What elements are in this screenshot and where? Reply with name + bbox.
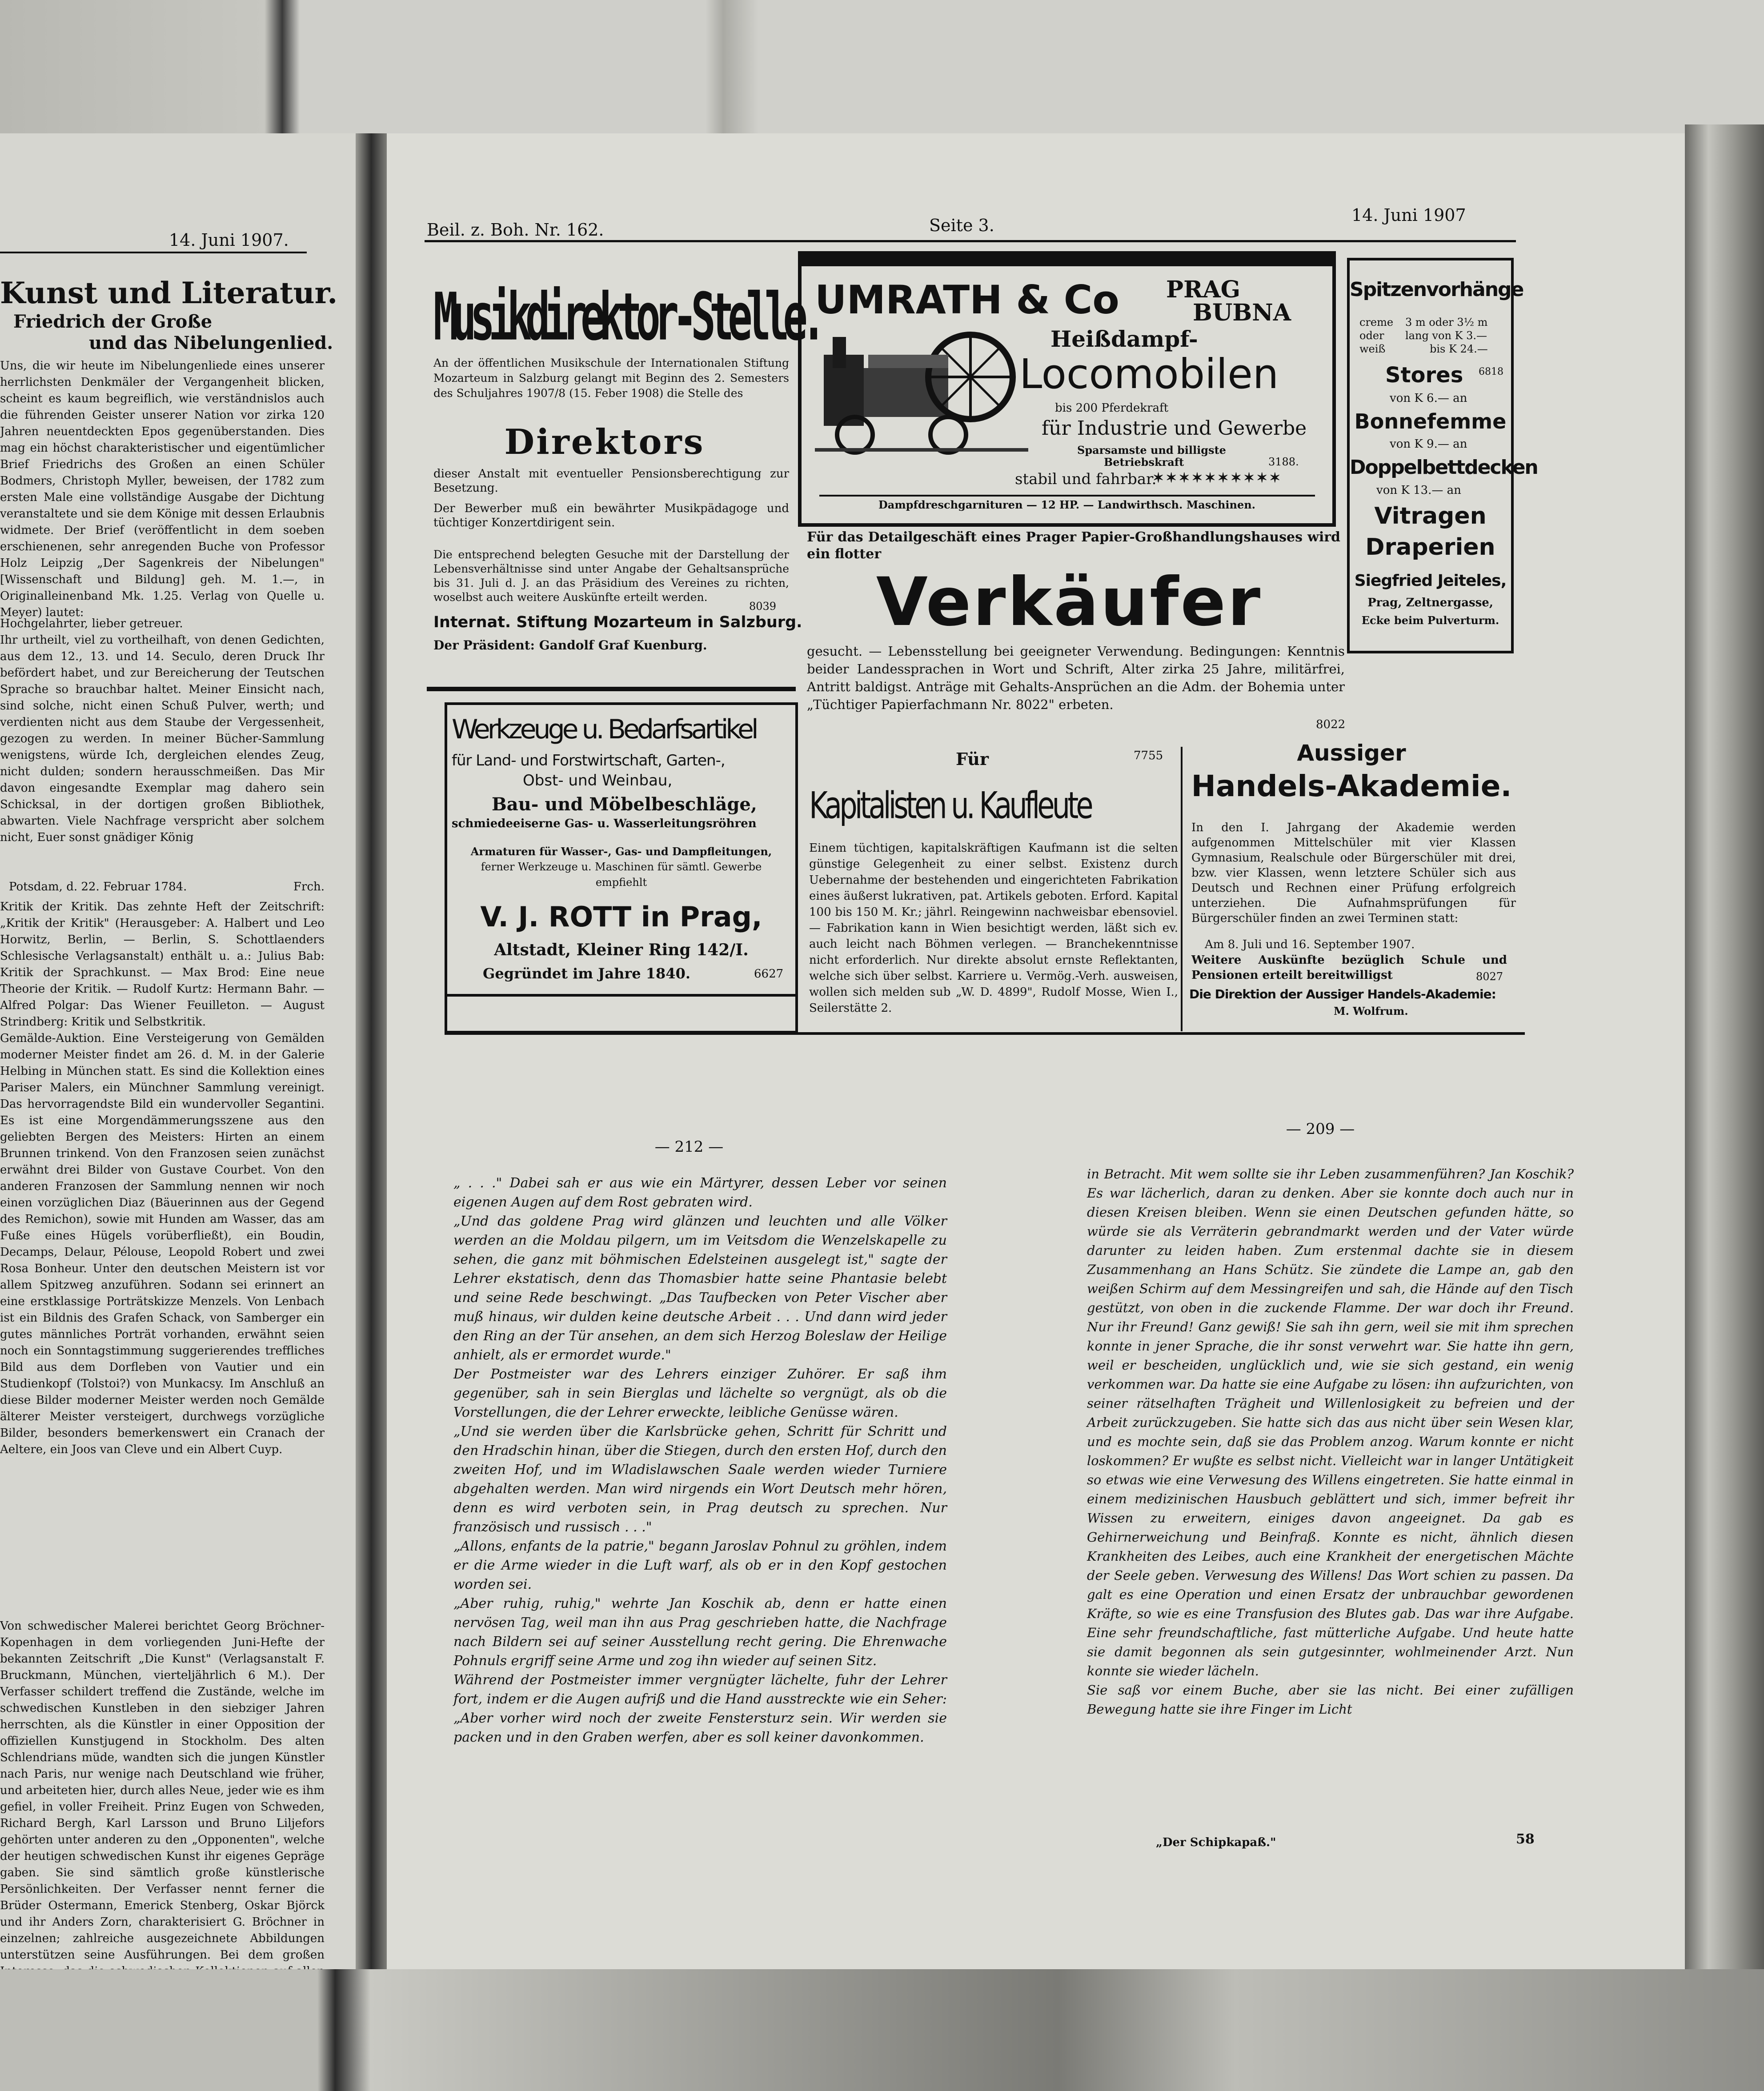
right-header-rule [425,240,1516,242]
ad-werkzeuge-inner-rule [447,994,795,997]
right-header-right: 14. Juni 1907 [1351,205,1466,225]
ad-umrath-city2: BUBNA [1193,299,1291,326]
ad-spitzen-vitragen: Vitragen [1374,503,1487,529]
ad-spitzen [1347,258,1538,653]
ad-kapital [805,747,1183,1031]
ad-spitzen-bonne: Bonnefemme [1354,409,1507,433]
ad-werkzeuge-l6: ferner Werkzeuge u. Maschinen für sämtl. Gewerbe [481,861,762,873]
ad-spitzen-firm: Siegfried Jeiteles, [1354,572,1507,590]
ad-spitzen-l2a: oder [1359,329,1384,342]
left-section-title: Kunst und Literatur. [0,276,338,310]
ad-musik-p1: dieser Anstalt mit eventueller Pensionsberechtigung zur Besetzung. [433,467,789,495]
ad-aussig-num: 8027 [1476,970,1503,983]
left-article-title-2: und das Nibelungenlied. [89,332,333,353]
ad-musik-bottom-rule [427,687,796,691]
ad-kapital-fuer: Für [956,749,989,769]
ad-spitzen-stores-price: von K 6.— an [1390,392,1467,405]
ad-umrath [798,251,1336,527]
left-body-top: Uns, die wir heute im Nibelungenliede eines unserer herrlichsten Denkmäler der Vergangenheit blicken, scheint es kaum begreiflich, wie verständnislos auch die führenden Geister unserer Nation vor zirka 120 Jahren neuentdeckten Epos gegenüberstanden. Dies mag ein höchst charakteristischer und eigentümlicher Brief Friedrichs des Großen an einen Schüler Bodmers, Christoph Myller, beweisen, der 1782 zum ersten Male eine vollständige Ausgabe der Dichtung veranstaltete und sie dem Könige mit dessen Erlaubnis widmete. Der Brief (veröffentlicht in dem soeben erschienenen, sehr anregenden Buche von Professor Holz Leipzig „Der Sagenkreis der Nibelungen" [Wissenschaft und Bildung] geh. M. 1.—, in Originalleinenband Mk. 1.25. Verlag von Quelle u. Meyer) lautet: [0,359,325,619]
ad-umrath-sub5: stabil und fahrbar. [1015,470,1157,488]
ad-umrath-kind: Heißdampf- [1050,326,1198,352]
ad-verkaeufer-body: gesucht. — Lebensstellung bei geeigneter Verwendung. Bedingungen: Kenntnis beider Landessprachen in Wort und Schrift, Alter zirka 25 Jahre, militärfrei, Antritt baldigst. Anträge mit Gehalts-Ansprüchen an die Adm. der Bohemia unter „Tüchtiger Papierfachmann Nr. 8022" erbeten. [807,644,1345,712]
ad-umrath-stars: ✶✶✶✶✶✶✶✶✶✶ [1153,470,1283,486]
left-body-mid: Kritik der Kritik. Das zehnte Heft der Zeitschrift: „Kritik der Kritik" (Herausgeber: A. Halbert und Leo Horwitz, Berlin, — Berlin, S. Schottlaenders Schlesische Verlagsanstalt) enthält u. a.: Julius Bab: Kritik der Sprachkunst. — Max Brod: Eine neue Theorie der Kritik. — Rudolf Kurtz: Hermann Bahr. — Alfred Polgar: Das Wiener Feuilleton. — August Strindberg: Kritik und Selbstkritik. Gemälde-Auktion. Eine Versteigerung von Gemälden moderner Meister findet am 26. d. M. in der Galerie Helbing in München statt. Es sind die Kollektion eines Pariser Malers, ein Münchner Sammlung vereinigt. Das hervorragendste Bild ein wundervoller Segantini. Es ist eine Morgendämmerungsszene aus den geliebten Bergen des Meisters: Hirten an einem Brunnen trinkend. Von den Franzosen seien zunächst erwähnt drei Bilder von Gustave Courbet. Von den anderen Franzosen der Sammlung nennen wir noch einen vorzüglichen Diaz (Bäuerinnen aus der Gegend des Remichon), sowie mit Hunden am Wasser, das am Fuße eines Hügels vorüberfließt), ein Boudin, Decamps, Delaur, Pélouse, Leopold Robert und zwei Rosa Bonheur. Unter den deutschen Meistern ist vor allem Spitzweg anzuführen. Sodann sei erinnert an eine erstklassige Porträtskizze Menzels. Von Lenbach ist ein Bildnis des Grafen Schack, von Samberger ein gutes männliches Porträt vorhanden, erwähnt seien noch ein Sonntagstimmung suggerierendes treffliches Bild aus dem Dorfleben von Vautier und ein Studienkopf (Tolstoi?) von Munkacsy. Im Anschluß an diese Bilder moderner Meister werden noch Gemälde älterer Meister versteigert, durchwegs vorzügliche Bilder, besonders bemerkenswert ein Cranach der Aeltere, ein Joos van Cleve und ein Albert Cuyp. [0,900,325,1456]
ad-umrath-city1: PRAG [1166,276,1241,303]
left-letter: Hochgelahrter, lieber getreuer. Ihr urtheilt, viel zu vortheilhaft, von denen Gedichten, aus dem 12., 13. und 14. Seculo, deren Druck Ihr befördert habet, und zur Bereicherung der Teutschen Sprache so brauchbar haltet. Meiner Einsicht nach, sind solche, nicht einen Schuß Pulver, werth; und verdienten nicht aus dem Staube der Vergessenheit, gezogen zu werden. In meiner Bücher-Sammlung wenigstens, würde Ich, dergleichen elendes Zeug, nicht dulden; sondern herausschmeißen. Das Mir davon eingesandte Exemplar mag dahero sein Schicksal, in der dortigen großen Bibliothek, abwarten. Viele Nachfrage verspricht aber solchem nicht, Euer sonst gnädiger König [0,617,325,844]
ad-umrath-sub3: Sparsamste und billigste [1077,444,1226,457]
ads-bottom-rule [445,1032,1525,1035]
binding-gutter [356,133,387,1974]
ad-umrath-num: 3188. [1268,456,1299,468]
left-body-bottom: Von schwedischer Malerei berichtet Georg Bröchner-Kopenhagen in dem vorliegenden Juni-Hefte der bekannten Zeitschrift „Die Kunst" (Verlagsanstalt F. Bruckmann, München, vierteljährlich 6 M.). Der Verfasser schildert treffend die Zustände, welche im schwedischen Kunstleben in den siebziger Jahren herrschten, als die Künstler in einer Opposition der offiziellen Kunstjugend in Stockholm. Des alten Schlendrians müde, wandten sich die jungen Künstler nach Paris, nur wenige nach Deutschland wie früher, und arbeiteten hier, durch alles Neue, jeder wie es ihm gefiel, in voller Freiheit. Prinz Eugen von Schweden, Richard Bergh, Karl Larsson und Bruno Liljefors gehörten unter anderen zu den „Opponenten", welche der heutigen schwedischen Kunst ihr eigenes Gepräge gaben. Sie sind sämtlich große künstlerische Persönlichkeiten. Der Verfasser nennt ferner die Brüder Ostermann, Emerick Stenberg, Oskar Björck und ihr Anders Zorn, charakterisiert G. Bröchner in einzelnen; zahlreiche ausgezeichnete Abbildungen unterstützen seine Ausführungen. Bei dem großen [0,1619,325,1962]
ad-aussig [1187,740,1525,1029]
ad-werkzeuge-title: Werkzeuge u. Bedarfsartikel [452,714,756,745]
ad-spitzen-stores: Stores [1385,363,1463,388]
ad-spitzen-l1a: creme [1359,316,1394,328]
ad-werkzeuge-l5: Armaturen für Wasser-, Gas- und Dampfleitungen, [470,845,772,858]
ad-kapital-title: Kapitalisten u. Kaufleute [809,784,1091,828]
story-left-page-num: — 212 — [654,1138,724,1156]
ad-aussig-title1: Aussiger [1297,740,1406,766]
ad-spitzen-doppel: Doppelbettdecken [1350,456,1538,479]
ad-aussig-more: Weitere Auskünfte bezüglich Schule und Pensionen erteilt bereitwilligst [1191,953,1507,982]
ad-musik-president: Der Präsident: Gandolf Graf Kuenburg. [433,638,707,653]
ad-kapital-body: Einem tüchtigen, kapitalskräftigen Kaufmann ist die selten günstige Gelegenheit zu einer selbst. Existenz durch Uebernahme der bestehenden und eingerichteten Fabrikation eines äußerst lukrativen, pat. Artikels geboten. Erford. Kapital 100 bis 150 M. Kr.; jährl. Reingewinn nachweisbar ebensoviel. — Fabrikation kann in Wien besichtigt werden, läßt sich ev. auch leicht nach Böhmen verlegen. — Branchekenntnisse nicht erforderlich. Nur direkte absolut ernste Reflektanten, welche sich über selbst. Karriere u. Vermög.-Verh. ausweisen, wollen sich melden sub „W. D. 4899", Rudolf Mosse, Wien I., Seilerstätte 2. [809,841,1178,1015]
ad-werkzeuge-l2: Obst- und Weinbau, [523,772,673,789]
ad-musik-org: Internat. Stiftung Mozarteum in Salzburg. [433,613,802,631]
ad-umrath-top-band [802,255,1332,266]
ad-spitzen-title: Spitzenvorhänge [1350,278,1523,301]
ad-spitzen-stores-num: 6818 [1479,366,1503,377]
ad-verkaeufer [802,529,1349,742]
ad-musik-p3: Die entsprechend belegten Gesuche mit der Darstellung der Lebensverhältnisse sind unter Angabe der Gehaltsansprüche bis 31. Juli d. J. an das Präsidium des Vereines zu richten, woselbst auch weitere Auskünfte erteilt werden. [433,548,789,604]
ad-werkzeuge-l4: schmiedeeiserne Gas- u. Wasserleitungsröhren [452,817,757,830]
left-header-rule [0,252,307,253]
ad-musik-num: 8039 [749,600,777,613]
ad-spitzen-draperien: Draperien [1365,534,1495,561]
ad-umrath-sub4: Betriebskraft [1104,456,1184,469]
ad-werkzeuge-l3: Bau- und Möbelbeschläge, [492,794,757,815]
left-article-title-1: Friedrich der Große [13,311,212,332]
ad-spitzen-l2b: lang von K 3.— [1405,329,1487,342]
ad-werkzeuge-firm: V. J. ROTT in Prag, [480,901,762,933]
ad-musik-direktors: Direktors [504,422,705,462]
ad-umrath-sub2: für Industrie und Gewerbe [1042,417,1307,440]
ad-umrath-sub1: bis 200 Pferdekraft [1055,401,1169,415]
ad-aussig-sig-name: M. Wolfrum. [1334,1005,1408,1017]
ad-musik-p2: Der Bewerber muß ein bewährter Musikpädagoge und tüchtiger Konzertdirigent sein. [433,502,789,529]
story-left-text: „ . . ." Dabei sah er aus wie ein Märtyrer, dessen Leber vor seinen eigenen Augen auf dem Rost gebraten wird. „Und das goldene Prag wird glänzen und leuchten und alle Völker werden an die Moldau pilgern, um im Veitsdom die Wenzelskapelle zu sehen, die ganz mit böhmischen Edelsteinen ausgelegt ist," sagte der Lehrer ekstatisch, denn das Thomasbier hatte seine Phantasie belebt und seine Rede beschwingt. „Das Taufbecken von Peter Vischer aber muß hinaus, wir dulden keine deutsche Arbeit . . . Und dann wird jeder den Ring an der Tür ansehen, an dem sich Herzog Boleslaw der Heilige anhielt, als er ermordet wurde." Der Postmeister war des Lehrers einziger Zuhörer. Er saß ihm gegenüber, sah in sein Bierglas und lächelte so vergnügt, als ob die Vorstellungen, die der Lehrer erweckte, leibliche Genüsse wären. „Und sie werden über die Karlsbrücke gehen, Schritt für Schritt und den Hradschin hinan, über die Stiegen, durch den ersten Hof, durch den zweiten Hof, und im Wladislawschen Saale werden wieder Turniere abgehalten werden. Man wird nirgends ein Wort Deutsch mehr hören, denn es wird verboten sein, in Prag deutsch zu sprechen. Nur französisch und russisch . . ." „Allons, enfants de la patrie," begann Jaroslav Pohnul zu gröhlen, indem er die Arme wieder in die Luft warf, als ob er in den Kopf gestochen worden sei. „Aber ruhig, ruhig," wehrte Jan Koschik ab, denn er hatte einen nervösen Tag, weil man ihn aus Prag geschrieben hatte, die Nachfrage nach Bildern sei auf seiner Ausstellung recht gering. Die Ehrenwache Pohnuls ergriff seine Arme und zog ihn wieder auf seinen Sitz. Während der Postmeister immer vergnügter lächelte, fuhr der Lehrer fort, indem er die Augen aufriß und die Hand ausstreckte wie ein Seher: „Aber vorher wird noch der zweite Fenstersturz sein. Wir werden sie packen und in den Graben werfen, aber es soll keiner davonkommen. [453,1175,947,1745]
ad-verkaeufer-intro: Für das Detailgeschäft eines Prager Papier-Großhandlungshauses wird ein flotter [807,529,1340,562]
ad-verkaeufer-num: 8022 [1316,718,1346,731]
ad-aussig-title2: Handels-Akademie. [1191,769,1512,803]
scan-background-top [0,0,1764,133]
ad-umrath-brand: UMRATH & Co [815,277,1119,323]
story-right-footer-right: 58 [1516,1831,1535,1847]
ad-werkzeuge-founded: Gegründet im Jahre 1840. [483,965,690,982]
ad-umrath-product: Locomobilen [1019,350,1279,398]
ad-aussig-sig: Die Direktion der Aussiger Handels-Akademie: [1189,987,1496,1001]
ad-verkaeufer-title: Verkäufer [876,564,1263,641]
ad-spitzen-l1b: 3 m oder 3½ m [1405,316,1488,328]
ad-kapital-num: 7755 [1134,749,1163,762]
ad-spitzen-l3a: weiß [1359,343,1386,355]
ad-werkzeuge-num: 6627 [754,967,784,981]
ad-aussig-body: In den I. Jahrgang der Akademie werden aufgenommen Mittelschüler mit vier Klassen Gymnasium, Realschule oder Bürgerschüler mit drei, bzw. vier Klassen, wenn letztere Schüler sich aus Deutsch und Rechnen einer Prüfung erfolgreich unterziehen. Die Aufnahmsprüfungen für Bürgerschüler finden an zwei Terminen statt: [1191,821,1516,925]
ad-umrath-footer: Dampfdreschgarnituren — 12 HP. — Landwirthsch. Maschinen. [878,498,1256,511]
ad-spitzen-addr2: Ecke beim Pulverturm. [1361,614,1499,627]
ad-werkzeuge-l7: empfiehlt [595,876,647,889]
ad-umrath-footer-rule [819,495,1315,497]
story-right-page-num: — 209 — [1286,1120,1355,1138]
left-signature-name: Frch. [293,880,325,893]
left-page-date: 14. Juni 1907. [169,230,289,250]
ad-spitzen-bonne-price: von K 9.— an [1390,437,1467,451]
ad-spitzen-addr1: Prag, Zeltnergasse, [1367,596,1493,609]
left-signature: Potsdam, d. 22. Februar 1784. [9,880,187,893]
right-header-left: Beil. z. Boh. Nr. 162. [427,220,604,240]
locomobile-illustration [815,328,1028,457]
story-right-text: in Betracht. Mit wem sollte sie ihr Leben zusammenführen? Jan Koschik? Es war lächerlich, daran zu denken. Aber sie konnte doch auch nur in diesen Kreisen bleiben. Wenn sie einen Deutschen gefunden hätte, so würde sie als Verräterin gebrandmarkt werden und der Vater würde darunter zu leiden haben. Zum erstenmal dachte sie in diesem Zusammenhang an Hans Schütz. Sie zündete die Lampe an, gab den weißen Schirm auf dem Messingreifen und sah, die Hände auf den Tisch gestützt, von oben in die zuckende Flamme. Der war doch ihr Freund. Nur ihr Freund! Ganz gewiß! Sie sah ihn gern, weil sie mit ihm sprechen konnte in jener Sprache, die ihr sonst verwehrt war. Sie hatte ihn gern, weil er bescheiden, unglücklich und, wie sie sich gestand, ein wenig verkommen war. Da hatte sie eine Aufgabe zu lösen: ihn aufzurichten, von seiner rätselhaften Trägheit und Willenlosigkeit zu befreien und der Arbeit zurückzugeben. Sie hatte sich das aus nicht über sein Wesen klar, und es mochte sein, daß sie das Problem anzog. Warum konnte er nicht loskommen? Er wußte es selbst nicht. Vielleicht war in langer Untätigkeit so etwas wie eine Verwesung des Willens eingetreten. Sie hatte einmal in einem medizinischen Hausbuch geblättert und sich, immer befreit ihr Wissen zu erweitern, einiges davon angeeignet. Da gab es Gehirnerweichung und Beinfraß. Konnte es nicht, ähnlich diesen Krankheiten des Leibes, auch eine Krankheit der energetischen Mächte der Seele geben. Verwesung des Willens! Das Wort schien zu passen. Da galt es eine Operation und einen Ersatz der unbrauchbar gewordenen Kräfte, so wie es eine Transfusion des Blutes gab. Das war ihre Aufgabe. Eine sehr freundschaftliche, fast mütterliche Aufgabe. Und heute hatte sie damit begonnen als sein gutgesinnter, wohlmeinender Arzt. Nun konnte sie wieder lächeln. Sie saß vor einem Buche, aber sie las nicht. Bei einer zufälligen Bewegung hatte sie ihre Finger im Licht [1087,1166,1574,1717]
ad-spitzen-doppel-price: von K 13.— an [1376,484,1461,497]
ad-aussig-dates: Am 8. Juli und 16. September 1907. [1205,938,1415,951]
ad-musikdirektor [429,249,820,693]
scan-background-bottom [0,1969,1764,2091]
ad-musik-title: Musikdirektor-Stelle. [433,279,820,355]
left-page [0,133,360,1969]
ad-musik-intro: An der öffentlichen Musikschule der Internationalen Stiftung Mozarteum in Salzburg gelangt mit Beginn des 2. Semesters des Schuljahres 1907/8 (15. Feber 1908) die Stelle des [433,357,789,400]
book-edge-right [1685,124,1764,1991]
ad-spitzen-l3b: bis K 24.— [1430,343,1488,355]
right-header-center: Seite 3. [929,216,994,235]
story-right-footer-left: „Der Schipkapaß." [1156,1836,1276,1849]
ad-werkzeuge-l1: für Land- und Forstwirtschaft, Garten-, [452,752,725,769]
ad-werkzeuge [445,702,798,1033]
ad-werkzeuge-addr: Altstadt, Kleiner Ring 142/I. [494,941,749,959]
